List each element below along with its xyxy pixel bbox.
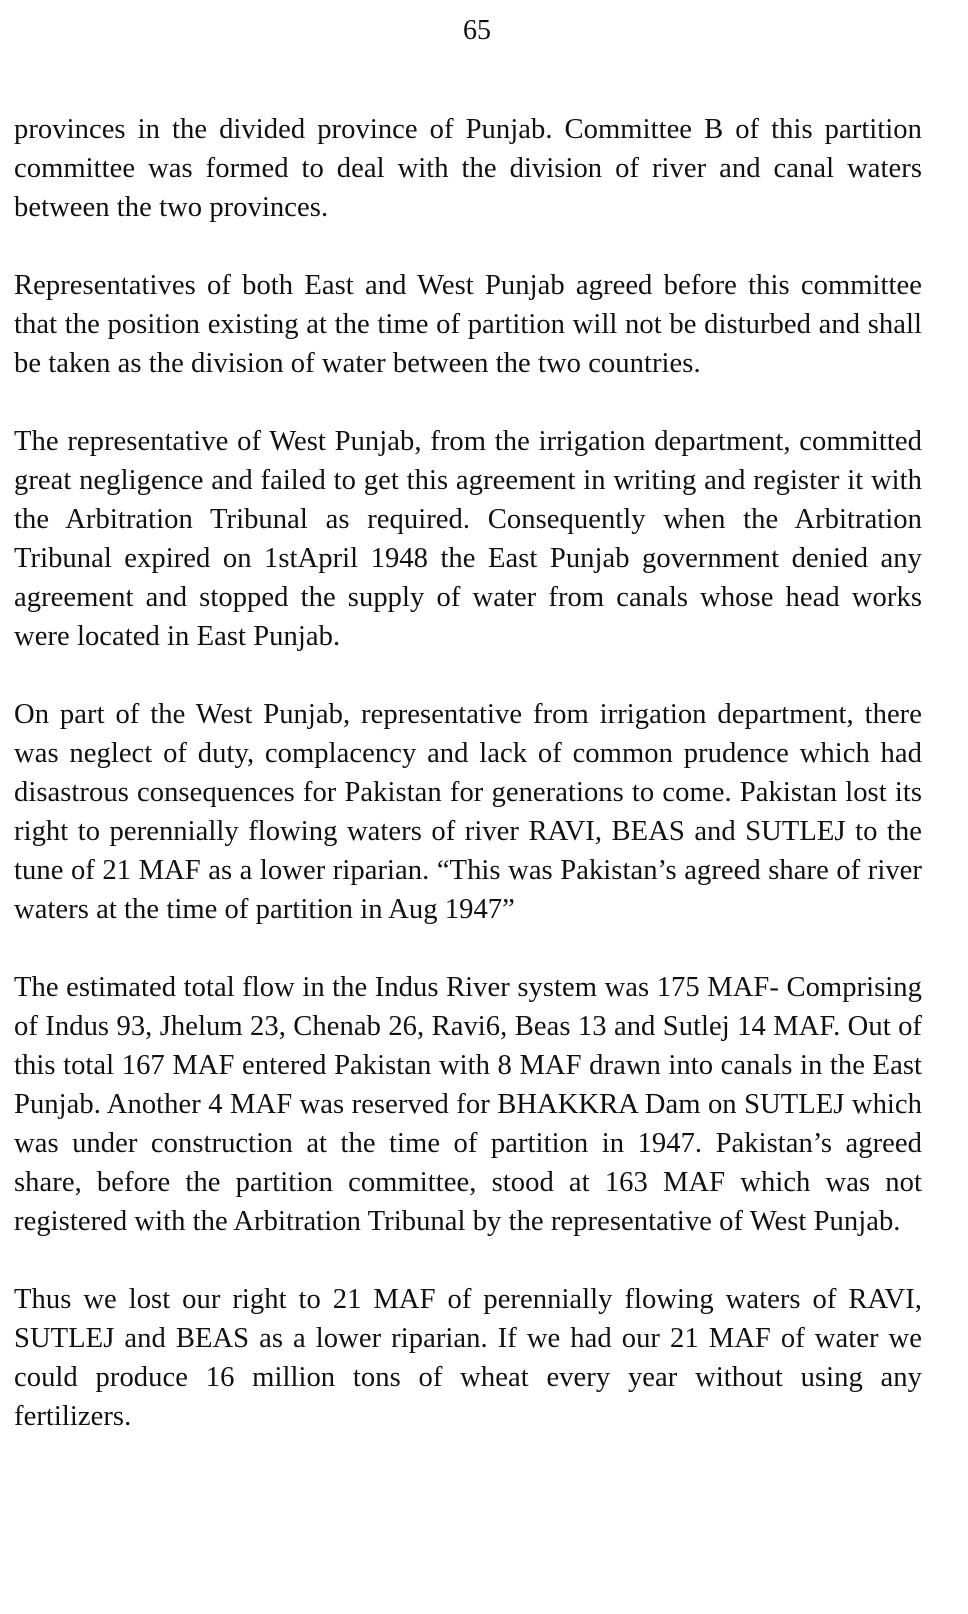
page-number: 65 bbox=[463, 15, 491, 46]
paragraph-6: Thus we lost our right to 21 MAF of perennially flowing waters of RAVI, SUTLEJ and BEAS as a lower riparian. If we had our 21 MAF of water we could produce 16 million tons of wheat every year without using any fertilizers. bbox=[14, 1284, 922, 1432]
paragraph-2: Representatives of both East and West Punjab agreed before this committee that the position existing at the time of partition will not be disturbed and shall be taken as the division of water between the two countries. bbox=[14, 270, 922, 379]
paragraph-5: The estimated total flow in the Indus River system was 175 MAF- Comprising of Indus 93, Jhelum 23, Chenab 26, Ravi6, Beas 13 and Sutlej 14 MAF. Out of this total 167 MAF entered Pakistan with 8 MAF drawn into canals in the East Punjab. Another 4 MAF was reserved for BHAKKRA Dam on SUTLEJ which was under construction at the time of partition in 1947. Pakistan’s agreed share, before the partition committee, stood at 163 MAF which was not registered with the Arbitration Tribunal by the representative of West Punjab. bbox=[14, 972, 922, 1237]
paragraph-3: The representative of West Punjab, from the irrigation department, committed great negligence and failed to get this agreement in writing and register it with the Arbitration Tribunal as required. Consequently when the Arbitration Tribunal expired on 1stApril 1948 the East Punjab government denied any agreement and stopped the supply of water from canals whose head works were located in East Punjab. bbox=[14, 426, 922, 652]
paragraph-1: provinces in the divided province of Punjab. Committee B of this partition committee was formed to deal with the division of river and canal waters between the two provinces. bbox=[14, 114, 922, 223]
paragraph-4: On part of the West Punjab, representative from irrigation department, there was neglect of duty, complacency and lack of common prudence which had disastrous consequences for Pakistan for generations to come. Pakistan lost its right to perennially flowing waters of river RAVI, BEAS and SUTLEJ to the tune of 21 MAF as a lower riparian. “This was Pakistan’s agreed share of river waters at the time of partition in Aug 1947” bbox=[14, 699, 922, 925]
